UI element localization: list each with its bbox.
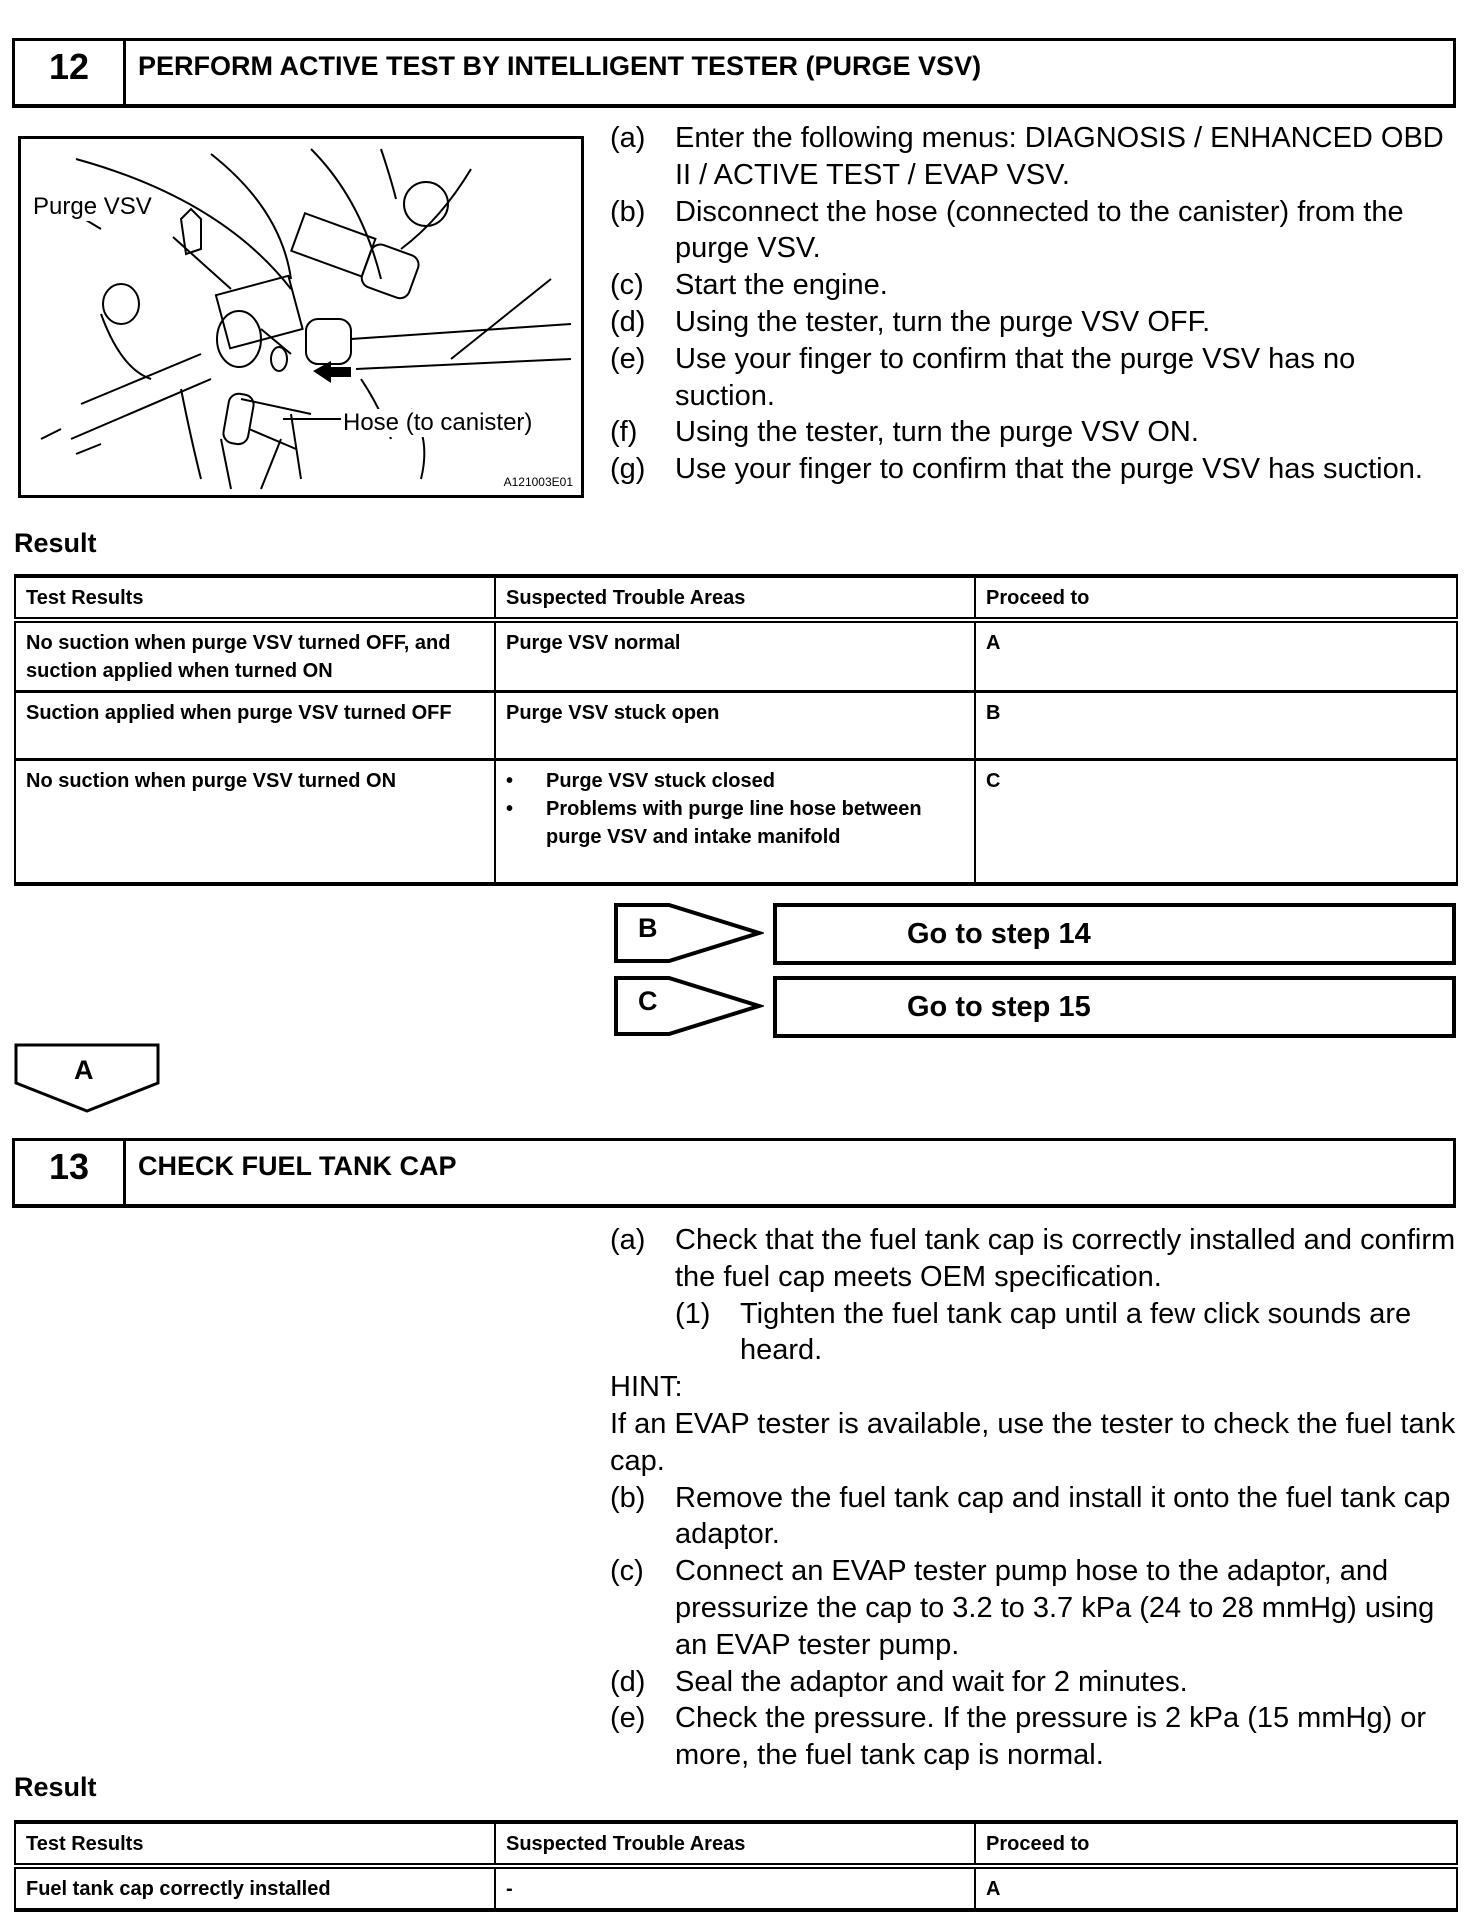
trouble-area-list (506, 767, 964, 851)
hose-label: Hose (to canister) (343, 409, 533, 436)
procedure-item-f: (f) Using the tester, turn the purge VSV ON. (610, 416, 1199, 449)
goto-step-15-button[interactable]: Go to step 15 (773, 976, 1456, 1038)
step-title: CHECK FUEL TANK CAP (138, 1151, 457, 1181)
bullet-icon: • (506, 770, 514, 792)
purge-vsv-illustration (18, 136, 584, 498)
procedure-item-a: (a) Enter the following menus: DIAGNOSIS / ENHANCED OBD II / ACTIVE TEST / EVAP VSV. (610, 122, 1444, 191)
hint-text: If an EVAP tester is available, use the tester to check the fuel tank cap. (610, 1407, 1456, 1477)
list-item: • Problems with purge line hose between purge VSV and intake manifold (506, 795, 964, 851)
procedure-item-e: (e) Check the pressure. If the pressure is 2 kPa (15 mmHg) or more, the fuel tank cap is normal. (610, 1702, 1427, 1772)
step-13-procedure (610, 1222, 1460, 1774)
step-12-header (12, 38, 1456, 108)
step-12-result-table (14, 574, 1458, 886)
hint-label: HINT: (610, 1371, 683, 1404)
step-title: PERFORM ACTIVE TEST BY INTELLIGENT TESTER (PURGE VSV) (138, 51, 982, 81)
column-header-proceed-to: Proceed to (975, 1822, 1457, 1866)
column-header-proceed-to: Proceed to (975, 576, 1457, 620)
table-row: Fuel tank cap correctly installed - A (15, 1866, 1457, 1910)
procedure-item-d: (d) Using the tester, turn the purge VSV OFF. (610, 305, 1211, 338)
step-12-procedure (610, 120, 1460, 488)
goto-step-14-button[interactable]: Go to step 14 (773, 903, 1456, 965)
procedure-item-d: (d) Seal the adaptor and wait for 2 minutes. (610, 1665, 1188, 1698)
step-number: 13 (15, 1141, 126, 1204)
procedure-item-c: (c) Start the engine. (610, 269, 888, 302)
continue-tag-a[interactable]: A (14, 1043, 160, 1115)
procedure-item-e: (e) Use your finger to confirm that the purge VSV has no suction. (610, 342, 1356, 412)
result-heading: Result (14, 1772, 97, 1802)
procedure-subitem-1: (1) Tighten the fuel tank cap until a few click sounds are heard. (675, 1297, 1412, 1367)
result-heading: Result (14, 528, 97, 558)
right-arrow-tag-icon (614, 976, 764, 1036)
column-header-trouble-areas: Suspected Trouble Areas (495, 576, 975, 620)
step-number: 12 (15, 41, 126, 104)
column-header-test-results: Test Results (15, 576, 495, 620)
procedure-item-a: (a) Check that the fuel tank cap is correctly installed and confirm the fuel cap meets OEM specification. (610, 1224, 1456, 1293)
branch-tag-b[interactable]: B (614, 903, 764, 963)
figure-code: A121003E01 (503, 475, 573, 489)
procedure-item-b: (b) Disconnect the hose (connected to the canister) from the purge VSV. (610, 195, 1404, 265)
procedure-item-c: (c) Connect an EVAP tester pump hose to the adaptor, and pressurize the cap to 3.2 to 3.7 kPa (24 to 28 mmHg) using an EVAP tester pump. (610, 1555, 1435, 1661)
column-header-test-results: Test Results (15, 1822, 495, 1866)
step-13-result-table (14, 1820, 1458, 1912)
table-row: No suction when purge VSV turned OFF, and suction applied when turned ON Purge VSV normal A (15, 620, 1457, 692)
step-13-header (12, 1138, 1456, 1208)
procedure-item-g: (g) Use your finger to confirm that the purge VSV has suction. (610, 453, 1423, 486)
procedure-item-b: (b) Remove the fuel tank cap and install it onto the fuel tank cap adaptor. (610, 1481, 1451, 1551)
column-header-trouble-areas: Suspected Trouble Areas (495, 1822, 975, 1866)
table-row: No suction when purge VSV turned ON • Purge VSV stuck closed • Problems with purge line hose between purge VSV and intake manifold C (15, 760, 1457, 884)
bullet-icon: • (506, 798, 514, 820)
branch-tag-c[interactable]: C (614, 976, 764, 1036)
right-arrow-tag-icon (614, 903, 764, 963)
list-item: • Purge VSV stuck closed (506, 767, 964, 795)
purge-vsv-label: Purge VSV (33, 193, 152, 220)
table-row: Suction applied when purge VSV turned OFF Purge VSV stuck open B (15, 692, 1457, 760)
